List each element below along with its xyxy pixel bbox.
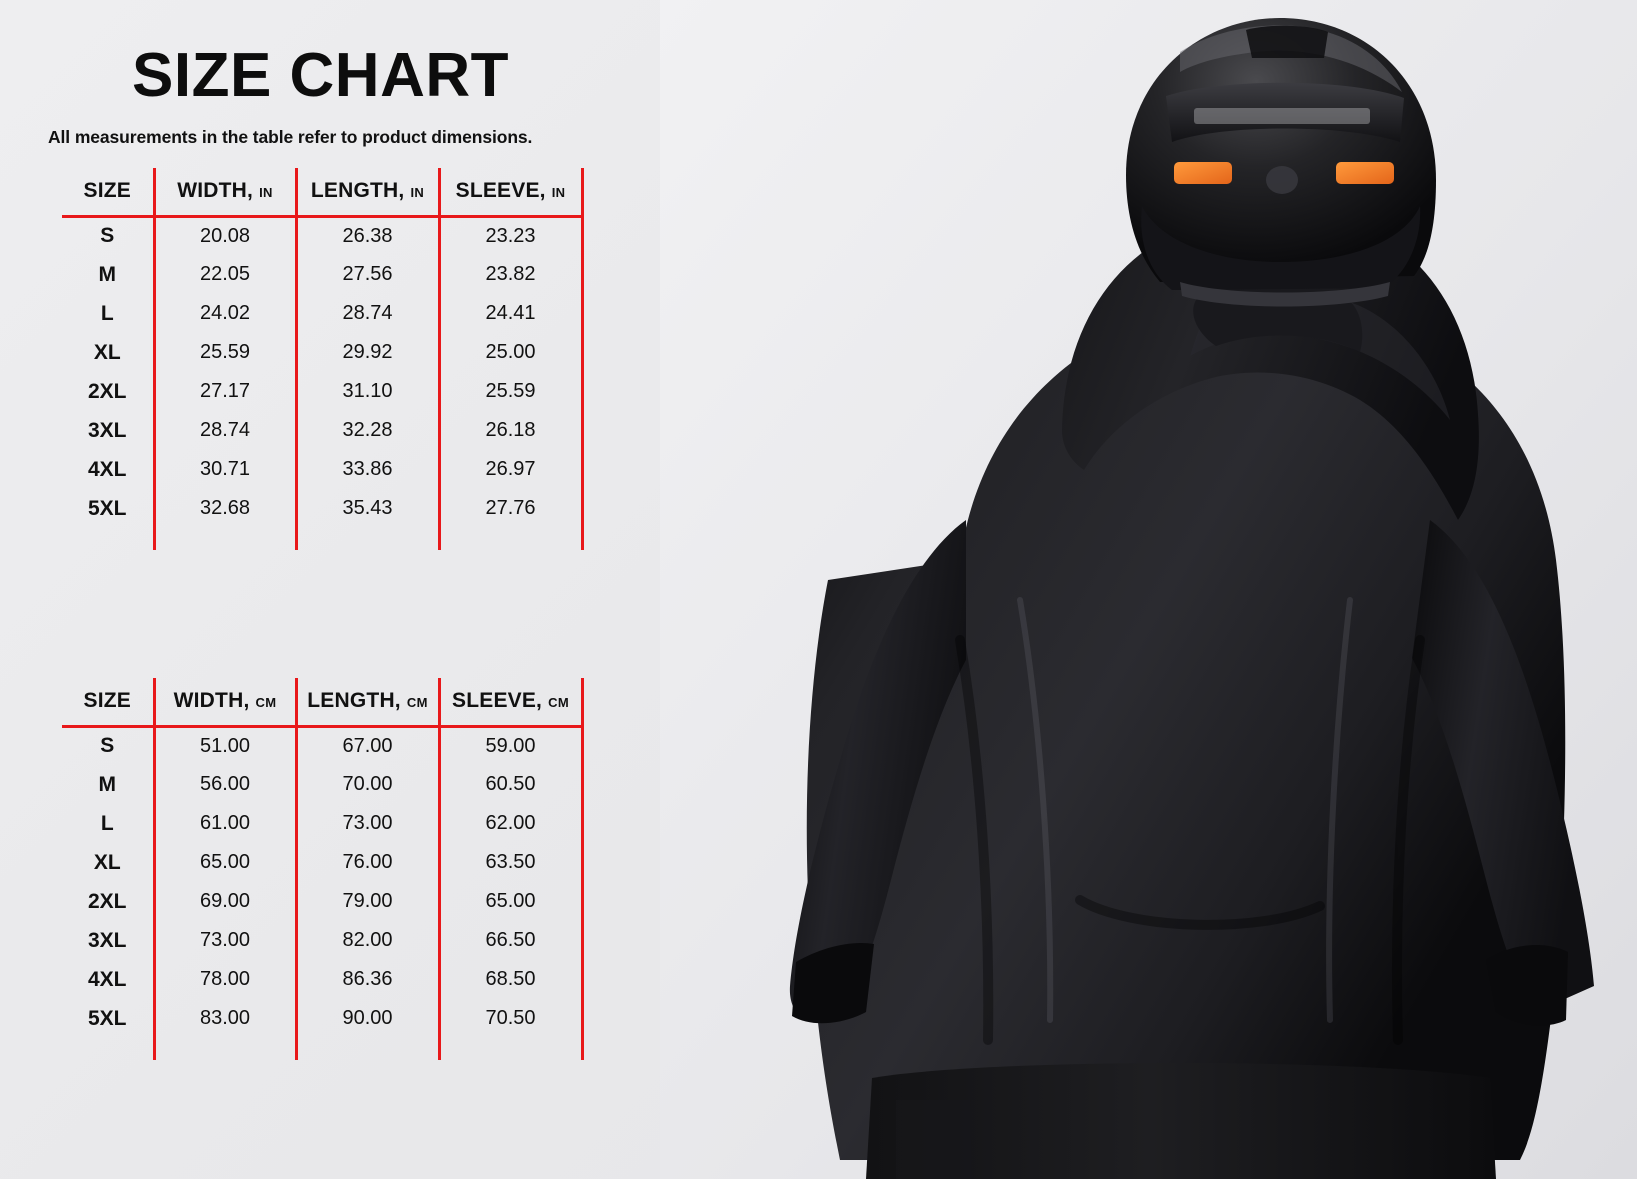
cell-length: 31.10 (296, 372, 439, 411)
cell-sleeve: 68.50 (439, 960, 582, 999)
cell-sleeve: 23.82 (439, 255, 582, 294)
cell-width: 30.71 (154, 450, 296, 489)
cell-size: 2XL (87, 889, 127, 913)
cell-sleeve: 60.50 (439, 765, 582, 804)
cell-size: 2XL (87, 379, 127, 403)
cell-sleeve: 70.50 (439, 999, 582, 1038)
size-table-centimeters-wrapper (62, 678, 584, 1060)
cell-length: 79.00 (296, 882, 439, 921)
table-row (62, 255, 582, 294)
table-body-centimeters (62, 726, 582, 1060)
cell-width: 69.00 (154, 882, 296, 921)
cell-sleeve: 27.76 (439, 489, 582, 528)
cell-width: 22.05 (154, 255, 296, 294)
cell-sleeve: 26.18 (439, 411, 582, 450)
column-header-length: LENGTH, IN (296, 168, 439, 216)
column-header-width: WIDTH, CM (154, 678, 296, 726)
cell-width: 27.17 (154, 372, 296, 411)
table-row (62, 882, 582, 921)
cell-length: 33.86 (296, 450, 439, 489)
cell-size: L (100, 811, 114, 835)
cell-length: 86.36 (296, 960, 439, 999)
cell-sleeve: 25.59 (439, 372, 582, 411)
column-header-sleeve: SLEEVE, IN (439, 168, 582, 216)
cell-sleeve: 65.00 (439, 882, 582, 921)
column-header-length: LENGTH, CM (296, 678, 439, 726)
table-row (62, 726, 582, 765)
cell-size: 4XL (87, 967, 127, 991)
cell-sleeve: 63.50 (439, 843, 582, 882)
table-row (62, 999, 582, 1038)
size-table-centimeters (62, 678, 584, 1060)
size-table-inches (62, 168, 584, 550)
page-subtitle: All measurements in the table refer to product dimensions. (48, 127, 533, 147)
cell-size: M (98, 772, 116, 796)
cell-length: 29.92 (296, 333, 439, 372)
table-row (62, 372, 582, 411)
cell-size: 5XL (87, 496, 127, 520)
page-title: SIZE CHART (132, 41, 509, 110)
table-header-row-inches (62, 168, 582, 216)
cell-size: 3XL (87, 928, 127, 952)
cell-size: S (100, 224, 115, 248)
cell-width: 20.08 (154, 216, 296, 255)
cell-size: 3XL (87, 418, 127, 442)
cell-sleeve: 25.00 (439, 333, 582, 372)
cell-size: L (100, 301, 114, 325)
column-header-width: WIDTH, IN (154, 168, 296, 216)
cell-length: 73.00 (296, 804, 439, 843)
cell-size: M (98, 262, 116, 286)
cell-length: 67.00 (296, 726, 439, 765)
cell-sleeve: 24.41 (439, 294, 582, 333)
column-header-size: SIZE (83, 689, 131, 713)
cell-width: 73.00 (154, 921, 296, 960)
cell-length: 26.38 (296, 216, 439, 255)
cell-length: 90.00 (296, 999, 439, 1038)
cell-width: 51.00 (154, 726, 296, 765)
cell-size: S (100, 734, 115, 758)
cell-size: 5XL (87, 1006, 127, 1030)
cell-length: 27.56 (296, 255, 439, 294)
table-body-inches (62, 216, 582, 550)
cell-sleeve: 23.23 (439, 216, 582, 255)
cell-length: 82.00 (296, 921, 439, 960)
table-row (62, 960, 582, 999)
cell-width: 61.00 (154, 804, 296, 843)
table-row (62, 489, 582, 528)
cell-width: 65.00 (154, 843, 296, 882)
cell-length: 35.43 (296, 489, 439, 528)
size-table-inches-wrapper (62, 168, 584, 550)
cell-width: 25.59 (154, 333, 296, 372)
cell-length: 70.00 (296, 765, 439, 804)
column-header-sleeve: SLEEVE, CM (439, 678, 582, 726)
table-row (62, 804, 582, 843)
table-bottom-rule (62, 1038, 582, 1060)
cell-width: 24.02 (154, 294, 296, 333)
cell-sleeve: 66.50 (439, 921, 582, 960)
table-row (62, 411, 582, 450)
table-header-row-centimeters (62, 678, 582, 726)
table-row (62, 216, 582, 255)
table-row (62, 333, 582, 372)
column-header-size: SIZE (83, 179, 131, 203)
table-row (62, 294, 582, 333)
table-row (62, 843, 582, 882)
cell-size: XL (93, 340, 121, 364)
cell-width: 56.00 (154, 765, 296, 804)
cell-size: 4XL (87, 457, 127, 481)
cell-sleeve: 59.00 (439, 726, 582, 765)
cell-sleeve: 62.00 (439, 804, 582, 843)
table-bottom-rule (62, 528, 582, 550)
cell-width: 32.68 (154, 489, 296, 528)
table-row (62, 921, 582, 960)
table-row (62, 765, 582, 804)
product-photo (660, 0, 1637, 1179)
cell-width: 28.74 (154, 411, 296, 450)
cell-width: 78.00 (154, 960, 296, 999)
cell-length: 32.28 (296, 411, 439, 450)
cell-length: 28.74 (296, 294, 439, 333)
cell-sleeve: 26.97 (439, 450, 582, 489)
table-row (62, 450, 582, 489)
cell-size: XL (93, 850, 121, 874)
cell-width: 83.00 (154, 999, 296, 1038)
cell-length: 76.00 (296, 843, 439, 882)
